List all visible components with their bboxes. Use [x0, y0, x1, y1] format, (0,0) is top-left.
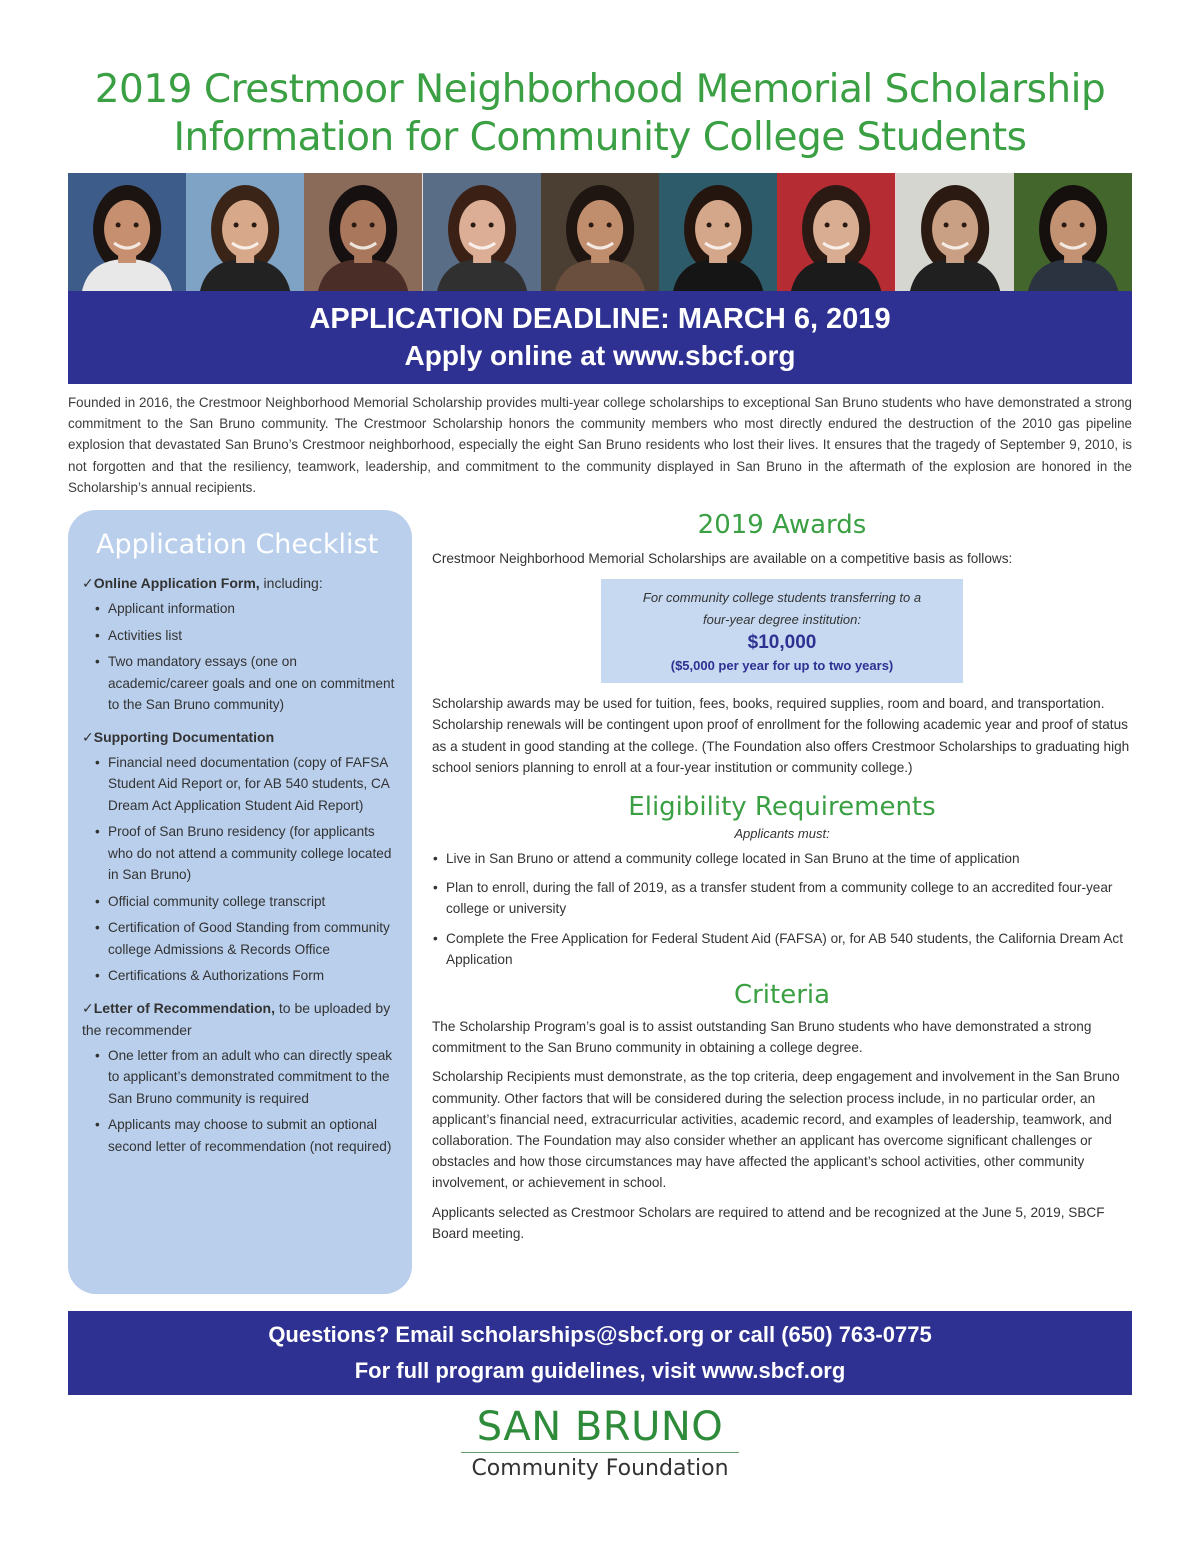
criteria-paragraph-3: Applicants selected as Crestmoor Scholars are required to attend and be recognized at the June 5, 2019, SBCF Board meeting.: [432, 1204, 1105, 1241]
eligibility-list: [432, 848, 1132, 970]
checkmark-icon: ✓: [82, 575, 94, 591]
logo-divider: [461, 1452, 739, 1453]
criteria-heading: Criteria: [733, 980, 831, 1011]
san-bruno-logo: [458, 1404, 742, 1483]
portrait-7: [777, 173, 895, 291]
eligibility-item: • Complete the Free Application for Federal Student Aid (FAFSA) or, for AB 540 students, the California Dream Act Application: [432, 928, 1132, 970]
contact-footer-banner: [68, 1311, 1132, 1395]
portrait-2: [186, 173, 304, 291]
checklist-item: • Certification of Good Standing from community college Admissions & Records Office: [82, 917, 398, 960]
checklist-section-heading: [82, 997, 398, 1041]
checkmark-icon: ✓: [82, 728, 94, 745]
award-box-line-1: For community college students transferring to a: [642, 590, 922, 606]
award-amount-box: [601, 579, 963, 683]
checklist-item: • Activities list: [82, 625, 398, 647]
checklist-items: [82, 1045, 398, 1158]
checklist-item: • Two mandatory essays (one on academic/career goals and one on commitment to the San Bruno community): [82, 651, 398, 716]
checklist-section-heading: [82, 572, 398, 594]
checklist-section-note: to be uploaded by the recommender: [82, 999, 391, 1038]
checklist-items: [82, 598, 398, 716]
page-title: [0, 66, 1200, 162]
criteria-paragraph-1: The Scholarship Program’s goal is to assist outstanding San Bruno students who have demonstrated a strong commitment to the San Bruno community in obtaining a college degree.: [432, 1019, 1092, 1056]
checklist-items: [82, 752, 398, 987]
awards-lead: Crestmoor Neighborhood Memorial Scholarships are available on a competitive basis as follows:: [432, 551, 1013, 566]
criteria-paragraph-2: Scholarship Recipients must demonstrate, as the top criteria, deep engagement and involvement in the San Bruno community. Other factors that will be considered during the selection process include, in no particular order, an applicant’s financial need, extracurricular activities, academic record, and examples of leadership, teamwork, and collaboration. The Foundation may also consider whether an applicant has overcome significant challenges or obstacles and how those circumstances may have affected the applicant’s school activities, other community involvement, or achievement in school.: [432, 1069, 1120, 1191]
award-amount: $10,000: [747, 632, 817, 654]
checklist-sections: [82, 572, 398, 1157]
intro-paragraph: Founded in 2016, the Crestmoor Neighborhood Memorial Scholarship provides multi-year college scholarships to exceptional San Bruno students who have demonstrated a strong commitment to the San Bruno community. The Crestmoor Scholarship honors the community members who most directly endured the destruction of the 2010 gas pipeline explosion that devastated San Bruno’s Crestmoor neighborhood, especially the eight San Bruno residents who lost their lives. It ensures that the tragedy of September 9, 2010, is not forgotten and that the resiliency, teamwork, leadership, and commitment to the community displayed in San Bruno in the aftermath of the explosion are honored in the Scholarship’s annual recipients.: [68, 395, 1132, 495]
main-content: [432, 508, 1132, 1244]
checklist-item: • Official community college transcript: [82, 891, 398, 913]
portrait-8: [896, 173, 1014, 291]
contact-line: Questions? Email scholarships@sbcf.org or call (650) 763-0775: [268, 1322, 932, 1347]
recipient-photo-strip: [68, 173, 1132, 291]
checklist-item: • Certifications & Authorizations Form: [82, 965, 398, 987]
portrait-6: [659, 173, 777, 291]
checklist-section-title: Supporting Documentation: [93, 728, 275, 745]
eligibility-subheading: Applicants must:: [734, 826, 830, 842]
checklist-section-title: Online Application Form,: [93, 575, 260, 591]
portrait-5: [541, 173, 659, 291]
checkmark-icon: ✓: [82, 999, 94, 1016]
logo-name: SAN BRUNO: [476, 1404, 724, 1450]
apply-online-text: Apply online at www.sbcf.org: [404, 340, 796, 371]
checklist-item: • Proof of San Bruno residency (for applicants who do not attend a community college located in San Bruno): [82, 821, 398, 886]
checklist-item: • Applicant information: [82, 598, 398, 620]
checklist-item: • Applicants may choose to submit an optional second letter of recommendation (not required): [82, 1114, 398, 1157]
awards-body: Scholarship awards may be used for tuition, fees, books, required supplies, room and board, and transportation. Scholarship renewals will be contingent upon proof of enrollment for the following academic year and proof of status as a student in good standing at the college. (The Foundation also offers Crestmoor Scholarships to graduating high school seniors planning to enroll at a four-year institution or community college.): [432, 696, 1130, 775]
logo-subtitle: Community Foundation: [471, 1456, 729, 1481]
portrait-4: [423, 173, 541, 291]
checklist-item: • Financial need documentation (copy of FAFSA Student Aid Report or, for AB 540 students, CA Dream Act Application Student Aid Report): [82, 752, 398, 817]
application-checklist-panel: [68, 510, 412, 1294]
portrait-3: [304, 173, 422, 291]
portrait-9: [1014, 173, 1132, 291]
title-line-2: Information for Community College Students: [173, 115, 1027, 160]
eligibility-item: • Plan to enroll, during the fall of 2019, as a transfer student from a community college to an accredited four-year college or university: [432, 877, 1132, 919]
checklist-title: Application Checklist: [96, 529, 379, 560]
eligibility-item: • Live in San Bruno or attend a community college located in San Bruno at the time of application: [432, 848, 1132, 869]
deadline-text: APPLICATION DEADLINE: MARCH 6, 2019: [309, 303, 891, 335]
checklist-section-note: including:: [259, 575, 323, 591]
checklist-section-title: Letter of Recommendation,: [93, 999, 275, 1016]
checklist-section-heading: [82, 726, 398, 748]
title-line-1: 2019 Crestmoor Neighborhood Memorial Scholarship: [94, 67, 1106, 112]
portrait-1: [68, 173, 186, 291]
award-box-line-2: four-year degree institution:: [702, 612, 862, 628]
checklist-item: • One letter from an adult who can directly speak to applicant’s demonstrated commitment to the San Bruno community is required: [82, 1045, 398, 1110]
deadline-banner: [68, 291, 1132, 384]
eligibility-heading: Eligibility Requirements: [628, 792, 936, 823]
award-amount-note: ($5,000 per year for up to two years): [670, 658, 894, 674]
awards-heading: 2019 Awards: [697, 510, 867, 540]
guidelines-line: For full program guidelines, visit www.sbcf.org: [354, 1358, 846, 1383]
